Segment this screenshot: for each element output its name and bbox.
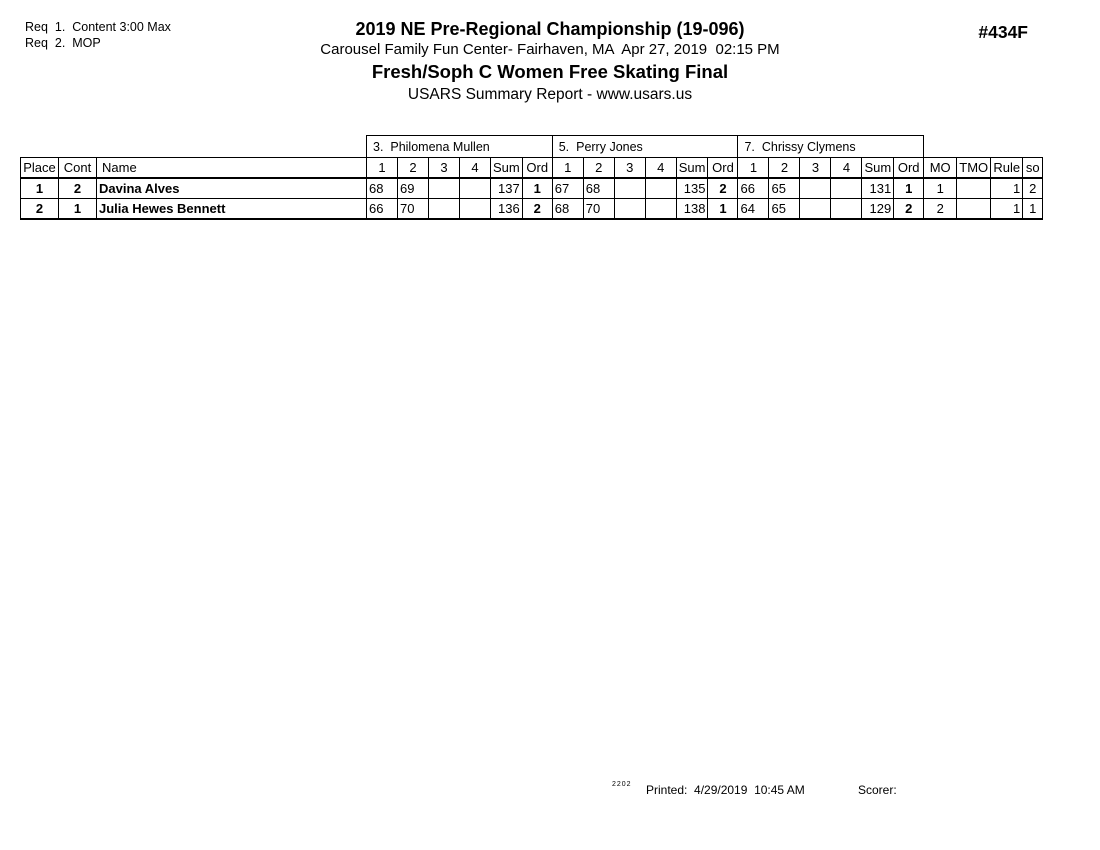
column-header-row: [21, 158, 1043, 179]
score-cell: 64: [738, 199, 769, 220]
score-col-header: 1: [738, 158, 769, 179]
score-cell: 68: [552, 199, 583, 220]
score-cell: [645, 199, 676, 220]
score-col-header: 4: [460, 158, 491, 179]
judge-header: 3. Philomena Mullen: [367, 136, 553, 158]
so-header: so: [1023, 158, 1043, 179]
venue-and-date: Carousel Family Fun Center- Fairhaven, MA Apr 27, 2019 02:15 PM: [320, 41, 780, 58]
page-footer: [0, 781, 1100, 801]
score-cell: 68: [367, 178, 398, 199]
sum-cell: 131: [862, 178, 894, 199]
skater-name: Davina Alves: [97, 178, 367, 199]
score-cell: 67: [552, 178, 583, 199]
sum-cell: 137: [491, 178, 523, 199]
score-col-header: 2: [769, 158, 800, 179]
judge-header: 5. Perry Jones: [552, 136, 738, 158]
score-col-header: 1: [367, 158, 398, 179]
judge-header: 7. Chrissy Clymens: [738, 136, 924, 158]
score-cell: [614, 199, 645, 220]
result-row: [21, 178, 1043, 199]
sum-header: Sum: [676, 158, 708, 179]
place-cell: 2: [21, 199, 59, 220]
place-header: Place: [21, 158, 59, 179]
ord-header: Ord: [894, 158, 924, 179]
result-row: [21, 199, 1043, 220]
so-cell: 2: [1023, 178, 1043, 199]
ord-cell: 2: [522, 199, 552, 220]
cont-cell: 1: [59, 199, 97, 220]
sum-cell: 135: [676, 178, 708, 199]
rule-cell: 1: [991, 178, 1023, 199]
score-col-header: 3: [800, 158, 831, 179]
tmo-cell: [957, 199, 991, 220]
score-cell: [645, 178, 676, 199]
score-cell: [429, 178, 460, 199]
score-cell: 65: [769, 199, 800, 220]
ord-cell: 1: [708, 199, 738, 220]
rule-cell: 1: [991, 199, 1023, 220]
event-number: #434F: [978, 22, 1028, 42]
score-cell: [800, 178, 831, 199]
ord-header: Ord: [708, 158, 738, 179]
score-col-header: 2: [583, 158, 614, 179]
score-cell: [460, 199, 491, 220]
score-cell: [614, 178, 645, 199]
score-cell: [831, 199, 862, 220]
sum-cell: 136: [491, 199, 523, 220]
ord-cell: 1: [522, 178, 552, 199]
ord-cell: 1: [894, 178, 924, 199]
score-col-header: 1: [552, 158, 583, 179]
score-cell: [429, 199, 460, 220]
score-cell: [800, 199, 831, 220]
so-cell: 1: [1023, 199, 1043, 220]
judges-row-spacer-left: [21, 136, 367, 158]
name-header: Name: [97, 158, 367, 179]
score-cell: [831, 178, 862, 199]
ord-header: Ord: [522, 158, 552, 179]
cont-header: Cont: [59, 158, 97, 179]
mo-cell: 1: [924, 178, 957, 199]
score-col-header: 4: [831, 158, 862, 179]
sum-header: Sum: [862, 158, 894, 179]
sum-cell: 138: [676, 199, 708, 220]
tmo-header: TMO: [957, 158, 991, 179]
event-title: Fresh/Soph C Women Free Skating Final: [371, 61, 729, 82]
tmo-cell: [957, 178, 991, 199]
score-col-header: 3: [614, 158, 645, 179]
req-line-1: Req 1. Content 3:00 Max: [25, 20, 171, 34]
skater-name: Julia Hewes Bennett: [97, 199, 367, 220]
mo-cell: 2: [924, 199, 957, 220]
score-cell: 70: [583, 199, 614, 220]
report-subtitle: USARS Summary Report - www.usars.us: [407, 86, 693, 103]
req-line-2: Req 2. MOP: [25, 36, 101, 50]
judges-row: [21, 136, 1043, 158]
ord-cell: 2: [708, 178, 738, 199]
scorer-label: Scorer:: [858, 783, 897, 797]
score-cell: [460, 178, 491, 199]
score-col-header: 4: [645, 158, 676, 179]
judges-row-spacer-right: [924, 136, 1043, 158]
score-cell: 70: [398, 199, 429, 220]
rule-header: Rule: [991, 158, 1023, 179]
score-cell: 69: [398, 178, 429, 199]
score-cell: 66: [738, 178, 769, 199]
mo-header: MO: [924, 158, 957, 179]
ord-cell: 2: [894, 199, 924, 220]
competition-title: 2019 NE Pre-Regional Championship (19-096): [355, 19, 745, 39]
printed-timestamp: Printed: 4/29/2019 10:45 AM: [646, 783, 805, 797]
score-col-header: 3: [429, 158, 460, 179]
place-cell: 1: [21, 178, 59, 199]
sum-cell: 129: [862, 199, 894, 220]
report-heading: [0, 19, 1100, 106]
score-cell: 65: [769, 178, 800, 199]
score-cell: 66: [367, 199, 398, 220]
score-col-header: 2: [398, 158, 429, 179]
results-table: [20, 135, 1043, 220]
score-cell: 68: [583, 178, 614, 199]
version-code: 2202: [612, 781, 632, 788]
sum-header: Sum: [491, 158, 523, 179]
cont-cell: 2: [59, 178, 97, 199]
